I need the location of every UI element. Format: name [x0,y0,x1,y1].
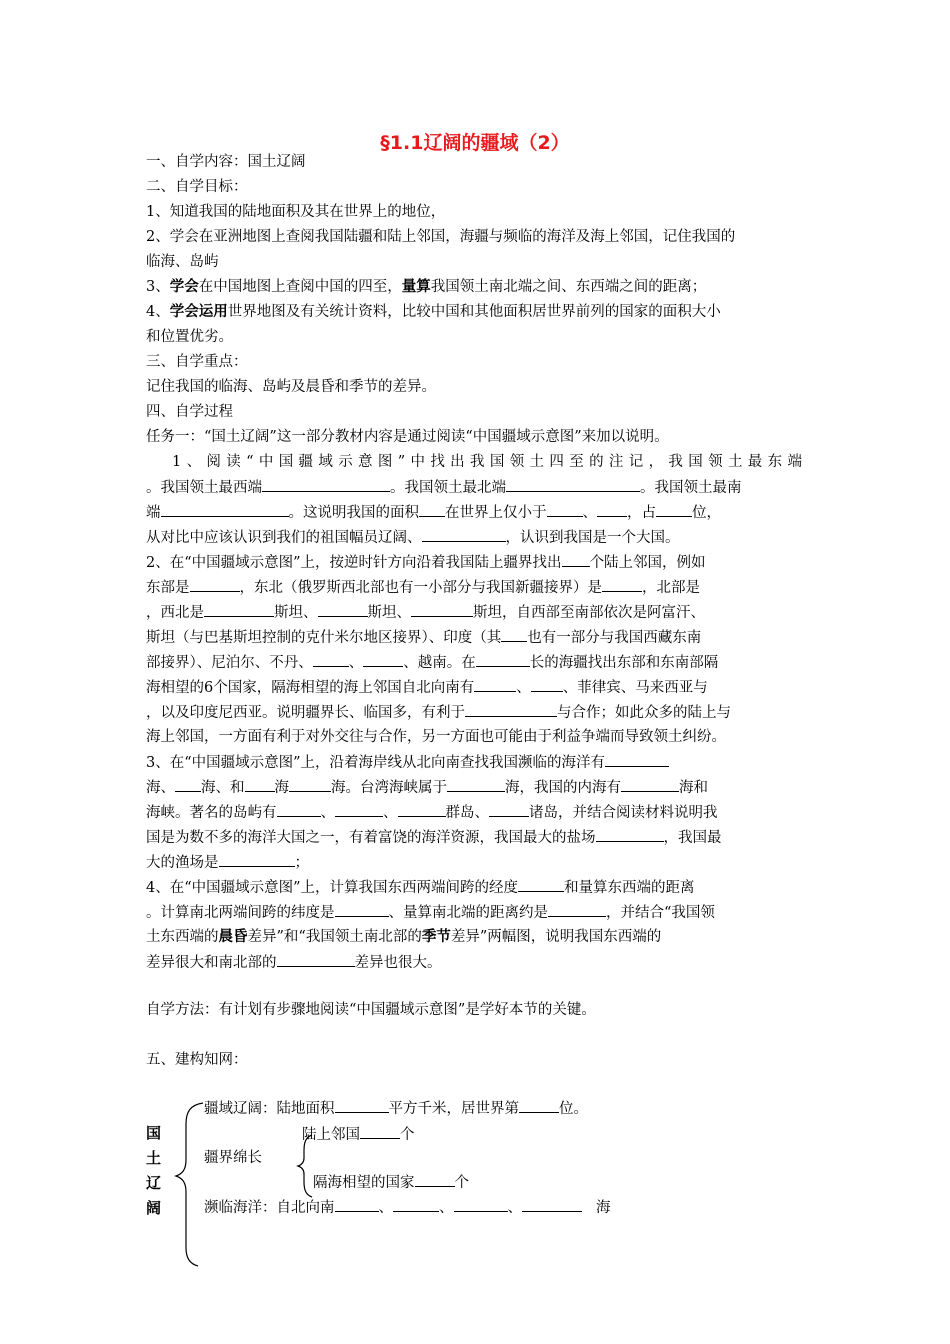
para-3-line-2: 海、 海、和 海 海。台湾海峡属于 海，我国的内海有 海和 [146,777,708,798]
goal-1: 1、知道我国的陆地面积及其在世界上的地位， [146,204,446,220]
para-2-line-4: 斯坦（与巴基斯坦控制的克什米尔地区接界）、印度（其 也有一部分与我国西藏东南 [146,627,701,648]
net-row-territory: 疆域辽阔：陆地面积 平方千米，居世界第 位。 [204,1098,588,1119]
para-2-line-3: ，西北是 斯坦、 斯坦、 斯坦，自西部至南部依次是阿富汗、 [146,602,705,623]
section-4-heading: 四、自学过程 [146,404,233,420]
para-1-line-4: 从对比中应该认识到我们的祖国幅员辽阔、 ，认识到我国是一个大国。 [146,527,680,548]
section-2-heading: 二、自学目标： [146,179,248,195]
para-2-line-6: 海相望的6个国家，隔海相望的海上邻国自北向南有 、 、菲律宾、马来西亚与 [146,677,708,698]
goal-4-line-1: 4、学会运用世界地图及有关统计资料，比较中国和其他面积居世界前列的国家的面积大小 [146,304,721,320]
goal-4-line-2: 和位置优劣。 [146,329,233,345]
section-3-heading: 三、自学重点： [146,354,248,370]
net-sub-land-neighbors: 陆上邻国 个 [302,1124,415,1145]
section-1-heading: 一、自学内容：国土辽阔 [146,154,306,170]
para-3-line-3: 海峡。著名的岛屿有 、 、 群岛、 诸岛，并结合阅读材料说明我 [146,802,718,823]
para-1-line-3: 端 。这说明我国的面积 在世界上仅小于 、 ，占 位， [146,502,721,523]
para-2-line-1: 2、在“中国疆域示意图”上，按逆时针方向沿着我国陆上疆界找出 个陆上邻国，例如 [146,552,706,573]
para-1-line-2: 。我国领土最西端 。我国领土最北端 。我国领土最南 [146,477,742,498]
para-4-line-1: 4、在“中国疆域示意图”上，计算我国东西两端间跨的经度 和量算东西端的距离 [146,877,695,898]
para-4-line-4: 差异很大和南北部的 差异也很大。 [146,952,442,973]
para-4-line-2: 。计算南北两端间跨的纬度是 、量算南北端的距离约是 ，并结合“我国领 [146,902,715,923]
page-title: §1.1辽阔的疆域（2） [380,132,570,154]
net-row-border: 疆界绵长 [204,1150,262,1166]
para-3-line-4: 国是为数不多的海洋大国之一，有着富饶的海洋资源，我国最大的盐场 ，我国最 [146,827,722,848]
goal-2-line-1: 2、学会在亚洲地图上查阅我国陆疆和陆上邻国，海疆与频临的海洋及海上邻国，记住我国的 [146,229,736,245]
para-2-line-7: ，以及印度尼西亚。说明疆界长、临国多，有利于 与合作；如此众多的陆上与 [146,702,731,723]
para-2-line-5: 部接界）、尼泊尔、不丹、 、 、越南。在 长的海疆找出东部和东南部隔 [146,652,718,673]
section-5-heading: 五、建构知网： [146,1052,248,1068]
vertical-char-2: 土 [146,1149,162,1167]
para-3-line-5: 大的渔场是 ； [146,852,309,873]
focus-text: 记住我国的临海、岛屿及晨昏和季节的差异。 [146,379,436,395]
study-method: 自学方法：有计划有步骤地阅读“中国疆域示意图”是学好本节的关键。 [146,1002,596,1018]
para-2-line-2: 东部是 ，东北（俄罗斯西北部也有一小部分与我国新疆接界）是 ，北部是 [146,577,700,598]
para-3-line-1: 3、在“中国疆域示意图”上，沿着海岸线从北向南查找我国濒临的海洋有 [146,752,669,773]
vertical-char-4: 阔 [146,1199,162,1217]
para-1-line-1: 1、阅读“中国疆域示意图”中找出我国领土四至的注记，我国领土最东端 [172,454,802,470]
vertical-char-3: 辽 [146,1174,162,1192]
vertical-char-1: 国 [146,1124,162,1142]
net-row-seas: 濒临海洋：自北向南 、 、 、 海 [204,1197,611,1218]
task-1: 任务一：“国土辽阔”这一部分教材内容是通过阅读“中国疆域示意图”来加以说明。 [146,429,669,445]
para-4-line-3: 土东西端的晨昏差异”和“我国领土南北部的季节差异”两幅图，说明我国东西端的 [146,929,662,945]
net-sub-sea-neighbors: 隔海相望的国家 个 [313,1172,469,1193]
goal-3: 3、学会在中国地图上查阅中国的四至，量算我国领土南北端之间、东西端之间的距离； [146,279,707,295]
goal-2-line-2: 临海、岛屿 [146,254,219,270]
para-2-line-8: 海上邻国，一方面有利于对外交往与合作，另一方面也可能由于利益争端而导致领土纠纷。 [146,729,726,745]
